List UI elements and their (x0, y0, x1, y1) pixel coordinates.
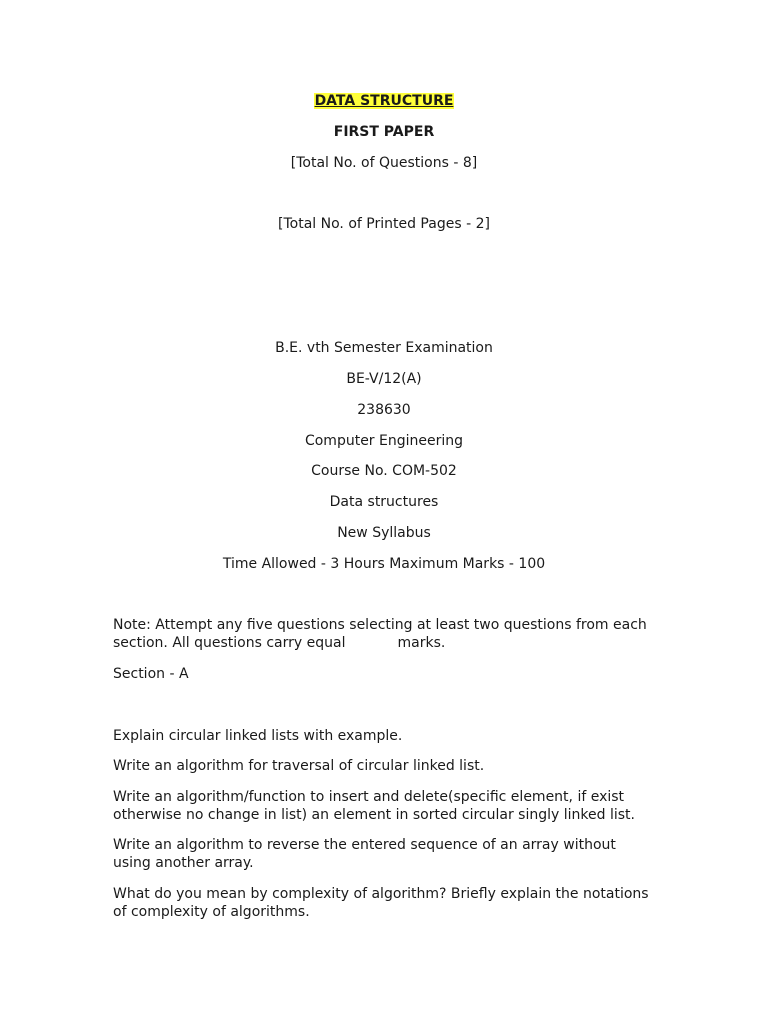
section-label: Section - A (113, 666, 189, 682)
question-4: Write an algorithm to reverse the entered sequence of an array without using another array. (113, 837, 616, 871)
total-pages: [Total No. of Printed Pages - 2] (278, 216, 490, 232)
note-line-2-start: section. All questions carry equal (113, 635, 346, 651)
document-title: DATA STRUCTURE (314, 93, 454, 109)
time-and-marks: Time Allowed - 3 Hours Maximum Marks - 100 (222, 556, 546, 572)
note-line-2 (113, 634, 658, 652)
subject: Data structures (329, 494, 439, 510)
paper-label: FIRST PAPER (333, 124, 435, 140)
syllabus: New Syllabus (337, 525, 431, 541)
course-number: Course No. COM-502 (311, 463, 457, 479)
question-1: Explain circular linked lists with example. (113, 728, 403, 744)
title-line (0, 92, 768, 110)
question-3: Write an algorithm/function to insert and delete(specific element, if exist otherwise no change in list) an element in sorted circular singly linked list. (113, 789, 635, 823)
exam-number: 238630 (357, 402, 411, 418)
note-line-1: Note: Attempt any five questions selecting at least two questions from each (113, 617, 647, 633)
question-5: What do you mean by complexity of algorithm? Briefly explain the notations of complexity of algorithms. (113, 886, 649, 920)
note-line-2-end: marks. (397, 635, 446, 651)
department: Computer Engineering (304, 433, 464, 449)
total-questions: [Total No. of Questions - 8] (290, 155, 478, 171)
exam-code: BE-V/12(A) (346, 371, 422, 387)
question-2: Write an algorithm for traversal of circular linked list. (113, 758, 485, 774)
examination-name: B.E. vth Semester Examination (275, 340, 493, 356)
instructions-note (113, 616, 658, 652)
